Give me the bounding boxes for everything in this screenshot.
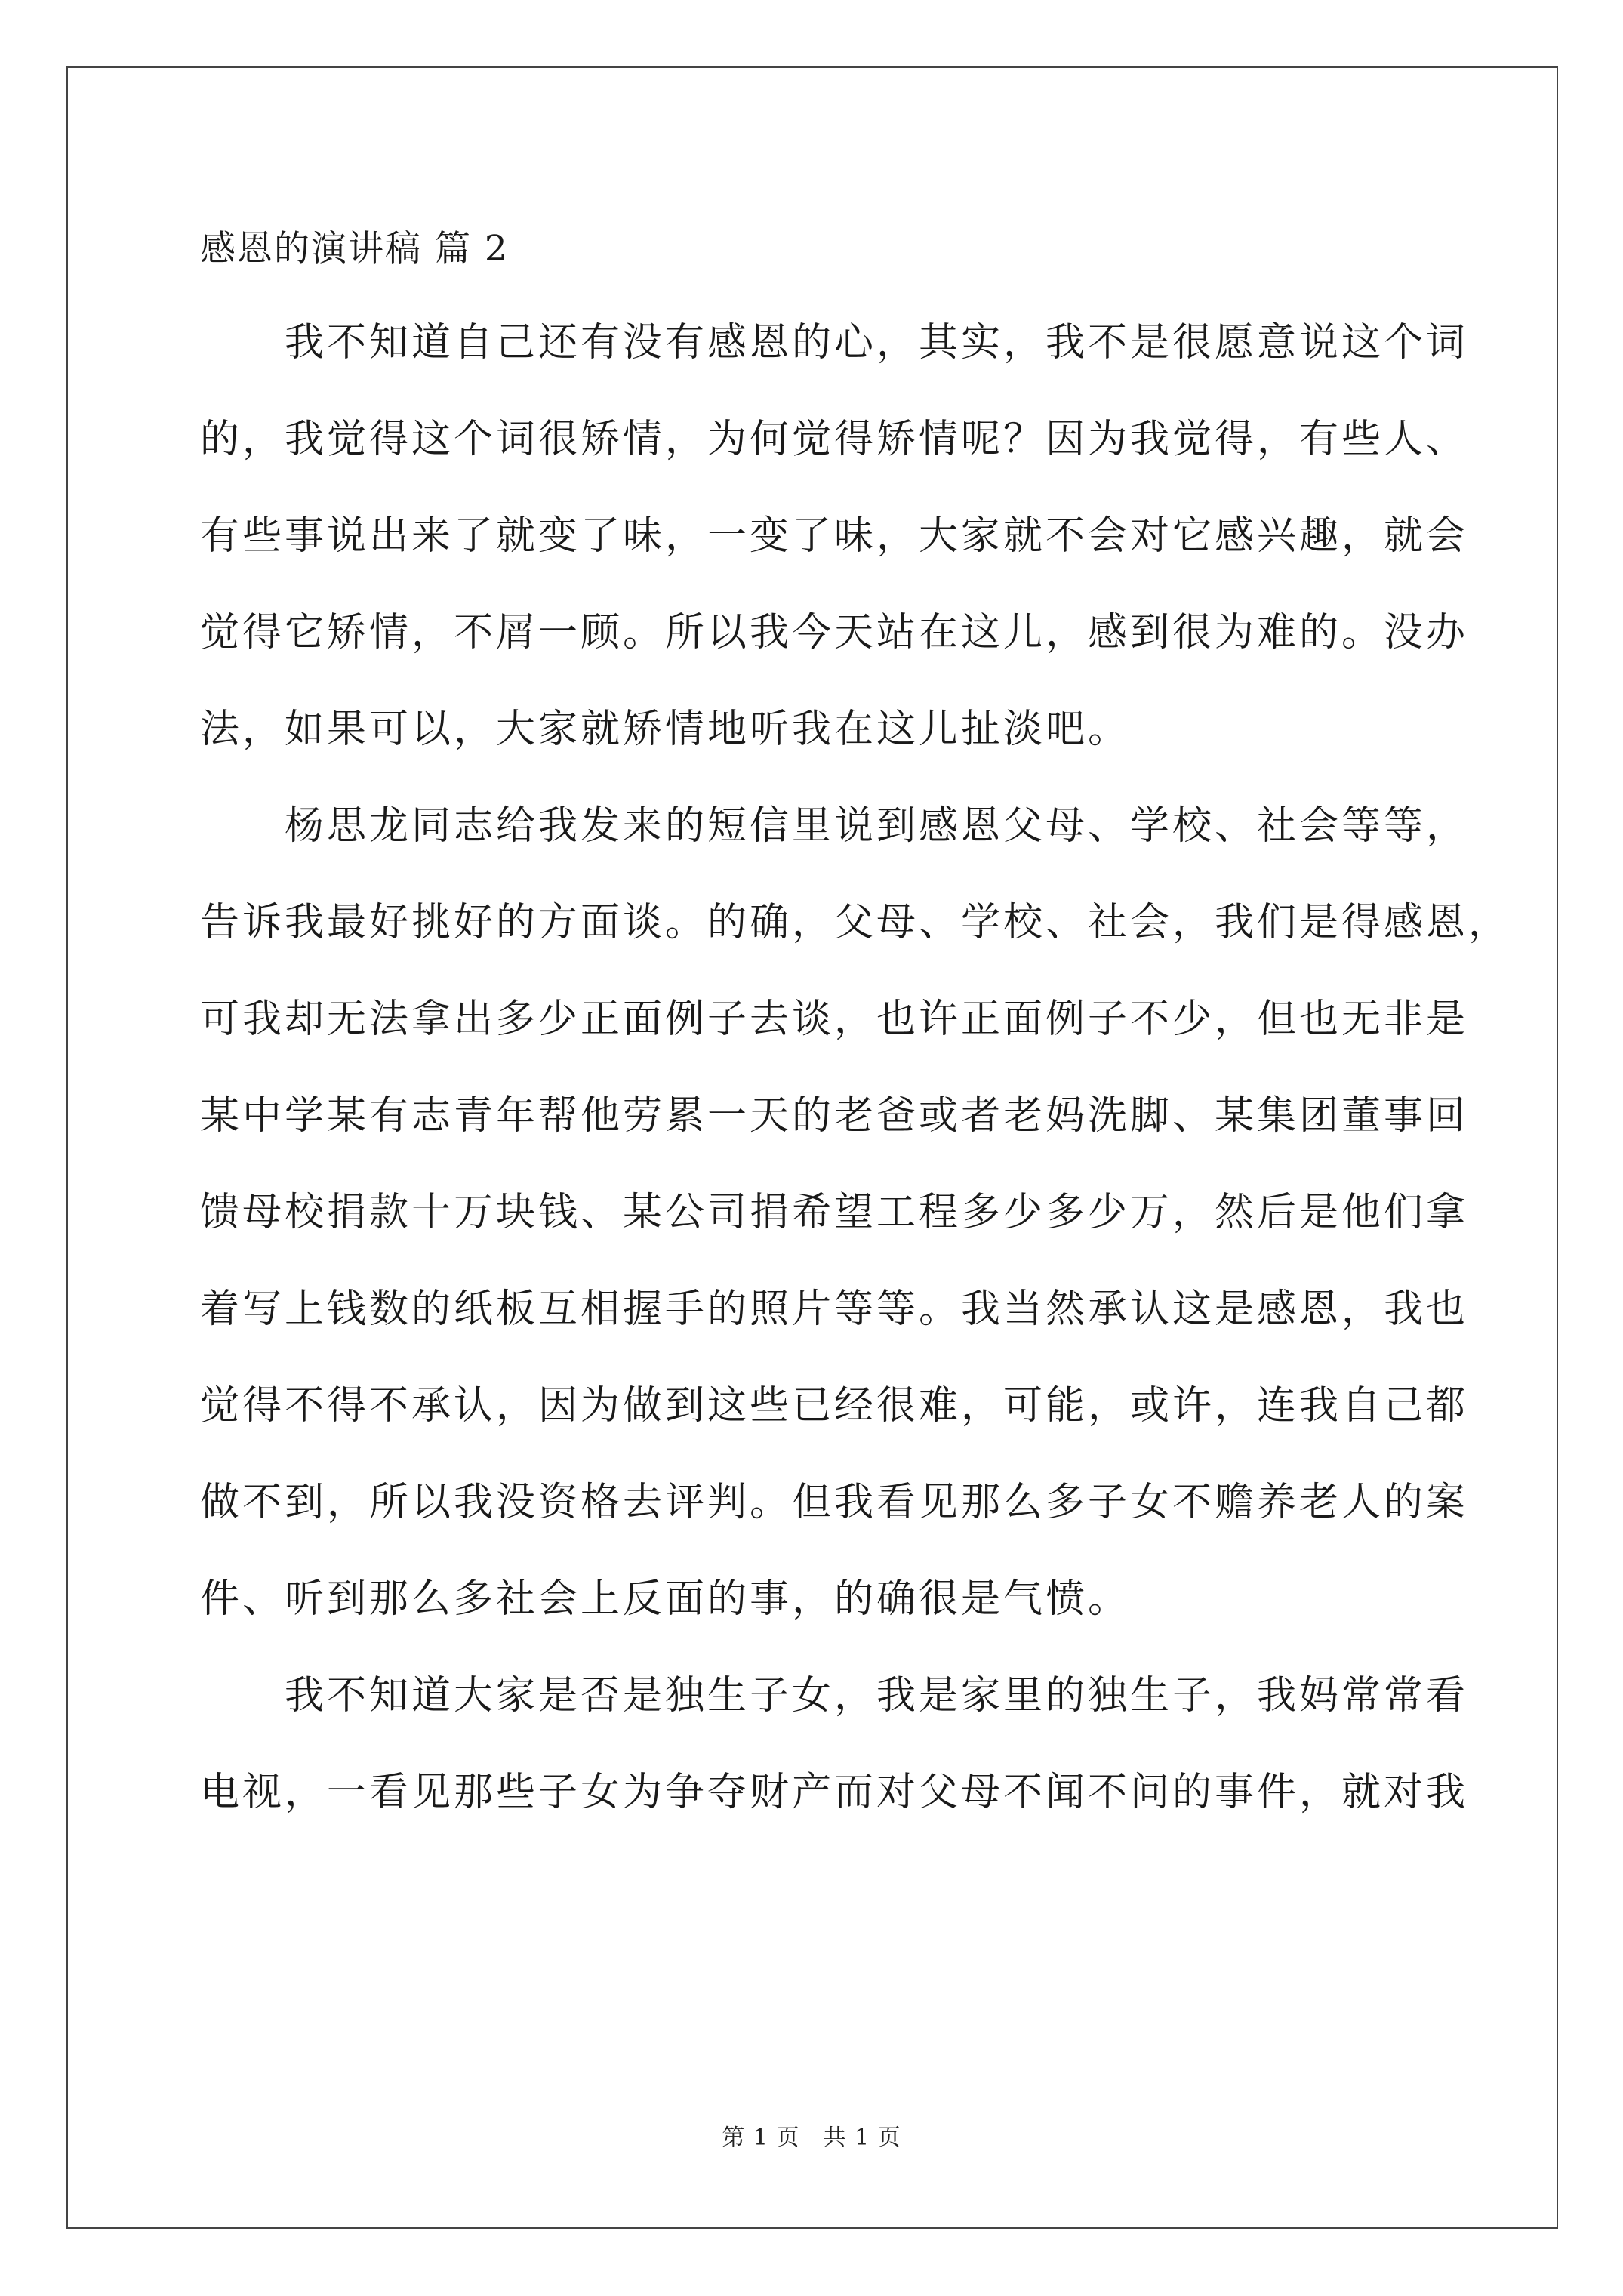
- body-line: 觉得它矫情，不屑一顾。所以我今天站在这儿，感到很为难的。没办: [200, 610, 1469, 655]
- body-line: 件、听到那么多社会上反面的事，的确很是气愤。: [200, 1576, 1131, 1622]
- body-line: 觉得不得不承认，因为做到这些已经很难，可能，或许，连我自己都: [200, 1383, 1469, 1428]
- body-line: 某中学某有志青年帮他劳累一天的老爸或者老妈洗脚、某集团董事回: [200, 1093, 1469, 1139]
- body-line: 我不知道大家是否是独生子女，我是家里的独生子，我妈常常看: [200, 1673, 1469, 1718]
- body-line: 告诉我最好挑好的方面谈。的确，父母、学校、社会，我们是得感恩，: [200, 900, 1511, 945]
- body-line: 馈母校捐款十万块钱、某公司捐希望工程多少多少万，然后是他们拿: [200, 1190, 1469, 1235]
- body-line: 的，我觉得这个词很矫情，为何觉得矫情呢？因为我觉得，有些人、: [200, 417, 1469, 462]
- body-line: 电视，一看见那些子女为争夺财产而对父母不闻不问的事件，就对我: [200, 1770, 1469, 1815]
- document-body: [200, 294, 1511, 1841]
- body-line: 做不到，所以我没资格去评判。但我看见那么多子女不赡养老人的案: [200, 1480, 1469, 1525]
- page-footer: 第 1 页 共 1 页: [722, 2125, 901, 2151]
- body-line: 有些事说出来了就变了味，一变了味，大家就不会对它感兴趣，就会: [200, 513, 1469, 559]
- body-line: 着写上钱数的纸板互相握手的照片等等。我当然承认这是感恩，我也: [200, 1287, 1469, 1332]
- body-line: 我不知道自己还有没有感恩的心，其实，我不是很愿意说这个词: [200, 320, 1469, 365]
- body-line: 可我却无法拿出多少正面例子去谈，也许正面例子不少，但也无非是: [200, 997, 1469, 1042]
- body-line: 杨思龙同志给我发来的短信里说到感恩父母、学校、社会等等，: [200, 803, 1469, 849]
- document-title: 感恩的演讲稿 篇 2: [200, 228, 509, 270]
- body-line: 法，如果可以，大家就矫情地听我在这儿扯淡吧。: [200, 707, 1131, 752]
